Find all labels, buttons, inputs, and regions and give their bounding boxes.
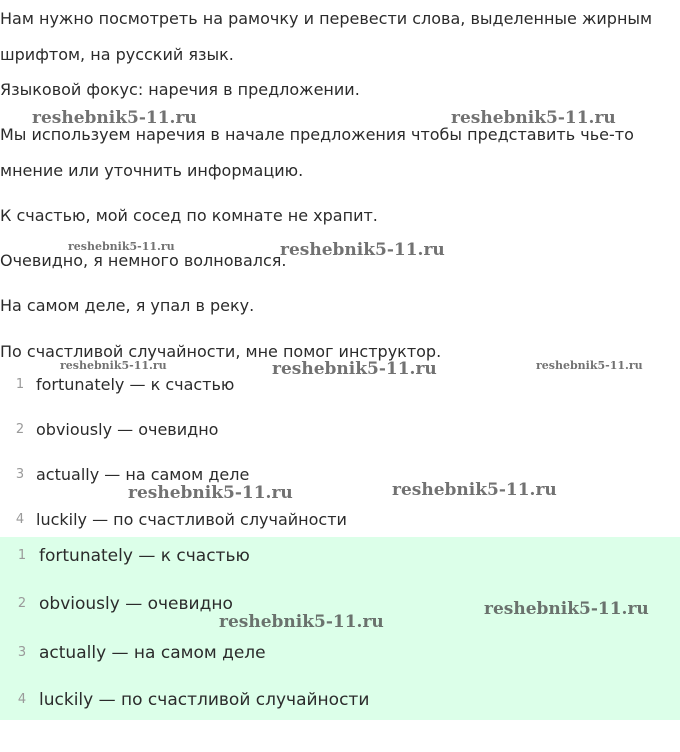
list-item-text: fortunately — к счастью [36,375,235,394]
answer-item-number: 2 [17,596,27,611]
answer-item-number: 1 [17,548,27,563]
watermark: reshebnik5-11.ru [272,359,437,379]
watermark: reshebnik5-11.ru [280,240,445,260]
watermark: reshebnik5-11.ru [32,108,197,128]
answer-item-number: 3 [17,645,27,660]
example-sentence-4: По счастливой случайности, мне помог инструктор. [0,342,442,361]
explanation-line-2: мнение или уточнить информацию. [0,161,304,180]
watermark: reshebnik5-11.ru [484,599,649,619]
list-item-text: actually — на самом деле [36,465,250,484]
watermark: reshebnik5-11.ru [128,483,293,503]
list-item-number: 4 [15,512,25,527]
list-item-number: 2 [15,422,25,437]
watermark: reshebnik5-11.ru [68,240,175,253]
list-item-number: 3 [15,467,25,482]
answer-item-text: fortunately — к счастью [39,546,250,566]
instruction-line-2: шрифтом, на русский язык. [0,45,234,64]
example-sentence-2: Очевидно, я немного волновался. [0,251,287,270]
example-sentence-1: К счастью, мой сосед по комнате не храпит. [0,206,378,225]
language-focus-heading: Языковой фокус: наречия в предложении. [0,80,360,99]
answer-item-number: 4 [17,692,27,707]
list-item-text: obviously — очевидно [36,420,219,439]
list-item-text: luckily — по счастливой случайности [36,510,347,529]
watermark: reshebnik5-11.ru [451,108,616,128]
watermark: reshebnik5-11.ru [392,480,557,500]
instruction-line-1: Нам нужно посмотреть на рамочку и перевести слова, выделенные жирным [0,9,653,28]
example-sentence-3: На самом деле, я упал в реку. [0,296,255,315]
answer-item-text: obviously — очевидно [39,594,233,614]
answer-item-text: actually — на самом деле [39,643,266,663]
answer-item-text: luckily — по счастливой случайности [39,690,370,710]
explanation-line-1: Мы используем наречия в начале предложения чтобы представить чье-то [0,125,634,144]
list-item-number: 1 [15,377,25,392]
watermark: reshebnik5-11.ru [219,612,384,632]
watermark: reshebnik5-11.ru [60,359,167,372]
watermark: reshebnik5-11.ru [536,359,643,372]
